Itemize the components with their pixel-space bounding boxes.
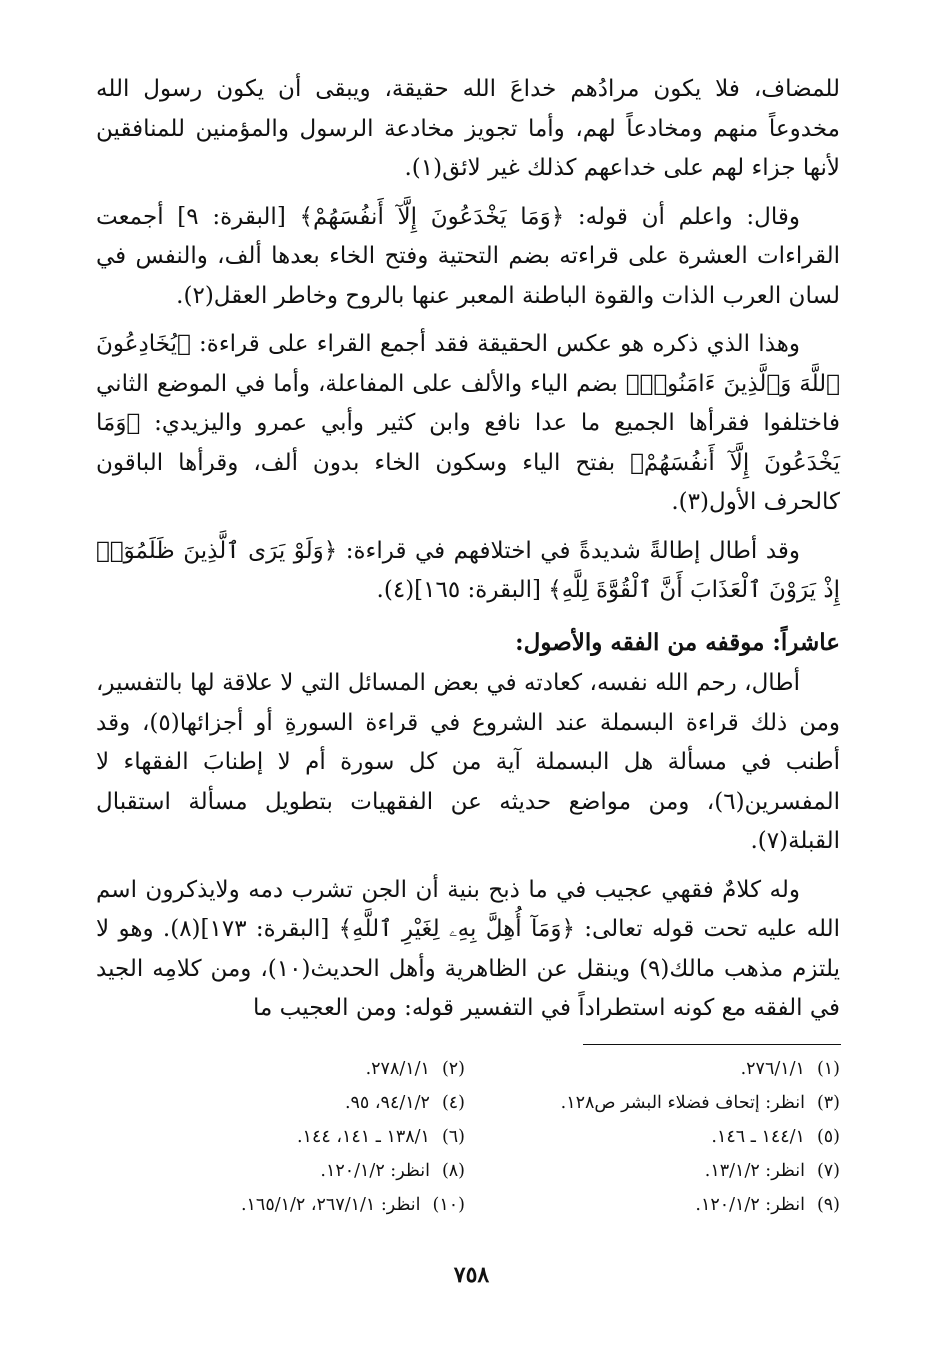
footnote-number: (٥): [816, 1127, 840, 1147]
footnote-text: ٩٤/١/٢، ٩٥.: [344, 1093, 430, 1113]
paragraph-4: وقد أطال إطالةً شديدةً في اختلافهم في قراءة: ﴿وَلَوْ يَرَى ٱلَّذِينَ ظَلَمُوٓا۟ إِذْ يَرَوْنَ ٱلْعَذَابَ أَنَّ ٱلْقُوَّةَ لِلَّهِ﴾ [البقرة: ١٦٥](٤).: [96, 537, 840, 603]
paragraph-1: للمضاف، فلا يكون مرادُهم خداعَ الله حقيقة، ويبقى أن يكون رسول الله مخدوعاً منهم ومخادعاً لهم، وأما تجويز مخادعة الرسول والمؤمنين للمنافقين لأنها جزاء لهم على خداعهم كذلك غير لائق(١).: [96, 76, 840, 181]
footnote-text: انظر: ١٢٠/١/٢.: [695, 1195, 805, 1215]
footnote-text: ١٣٨/١ ـ ١٤١، ١٤٤.: [296, 1127, 430, 1147]
footnote-number: (٨): [441, 1161, 465, 1181]
page-number: ٧٥٨: [453, 1262, 490, 1288]
footnote-number: (٤): [441, 1093, 465, 1113]
paragraph-6: وله كلامٌ فقهي عجيب في ما ذبح بنية أن الجن تشرب دمه ولايذكرون اسم الله عليه تحت قوله تعالى: ﴿وَمَآ أُهِلَّ بِهِۦ لِغَيْرِ ٱللَّهِ﴾ [البقرة: ١٧٣](٨). وهو لا يلتزم مذهب مالك(٩) وينقل عن الظاهرية وأهل الحديث(١٠)، ومن كلامِه الجيد في الفقه مع كونه استطراداً في التفسير قوله: ومن العجيب ما: [96, 876, 840, 1021]
footnote-number: (٧): [816, 1161, 840, 1181]
footnote-text: انظر: إتحاف فضلاء البشر ص١٢٨.: [560, 1093, 805, 1113]
footnote-1: [100, 1054, 465, 1084]
page-body: [96, 70, 840, 1029]
footnote-text: انظر: ٢٦٧/١/١، ١٦٥/١/٢.: [240, 1195, 421, 1215]
footnote-number: (٦): [441, 1127, 465, 1147]
footnote-7: [100, 1156, 465, 1186]
footnote-number: (٣): [816, 1093, 840, 1113]
footnote-text: ٢٧٨/١/١.: [365, 1059, 430, 1079]
footnote-number: (١): [816, 1059, 840, 1079]
paragraph-5: أطال، رحم الله نفسه، كعادته في بعض المسائل التي لا علاقة لها بالتفسير، ومن ذلك قراءة البسملة عند الشروع في قراءة السورةِ أو أجزائها(٥)، وقد أطنب في مسألة هل البسملة آية من كل سورة أم لا إطنابَ الفقهاء لا المفسرين(٦)، ومن مواضع حديثه عن الفقهيات بتطويل مسألة استقبال القبلة(٧).: [96, 670, 841, 854]
footnote-number: (٩): [816, 1195, 840, 1215]
footnote-separator: [583, 1044, 841, 1045]
footnotes: [100, 1054, 840, 1220]
footnote-4: [475, 1088, 840, 1118]
footnote-3: [100, 1088, 465, 1118]
footnote-number: (٢): [441, 1059, 465, 1079]
footnote-text: انظر: ١٣/١/٢.: [704, 1161, 805, 1181]
footnote-text: انظر: ١٢٠/١/٢.: [320, 1161, 430, 1181]
footnote-9: [100, 1190, 465, 1220]
footnote-2: [475, 1054, 840, 1084]
footnote-number: (١٠): [432, 1195, 465, 1215]
footnote-text: ١٤٤/١ ـ ١٤٦.: [711, 1127, 805, 1147]
footnote-10: [475, 1190, 840, 1220]
footnote-text: ٢٧٦/١/١.: [740, 1059, 805, 1079]
section-heading: عاشراً: موقفه من الفقه والأصول:: [515, 628, 840, 656]
paragraph-2: وقال: واعلم أن قوله: ﴿وَمَا يَخْدَعُونَ إِلَّآ أَنفُسَهُمْ﴾ [البقرة: ٩] أجمعت القراءات العشرة على قراءته بضم التحتية وفتح الخاء بعدها ألف، والنفس في لسان العرب الذات والقوة الباطنة المعبر عنها بالروح وخاطر العقل(٢).: [96, 203, 840, 309]
footnote-8: [475, 1156, 840, 1186]
footnote-6: [475, 1122, 840, 1152]
paragraph-3: وهذا الذي ذكره هو عكس الحقيقة فقد أجمع القراء على قراءة: ﴿يُخَادِعُونَ ٱللَّهَ وَٱلَّذِينَ ءَامَنُوا۟﴾ بضم الياء والألف على المفاعلة، وأما في الموضع الثاني فاختلفوا فقرأها الجميع ما عدا نافع وابن كثير وأبي عمرو واليزيدي: ﴿وَمَا يَخْدَعُونَ إِلَّآ أَنفُسَهُمْ﴾ بفتح الياء وسكون الخاء بدون ألف، وقرأها الباقون كالحرف الأول(٣).: [96, 331, 840, 515]
footnote-5: [100, 1122, 465, 1152]
